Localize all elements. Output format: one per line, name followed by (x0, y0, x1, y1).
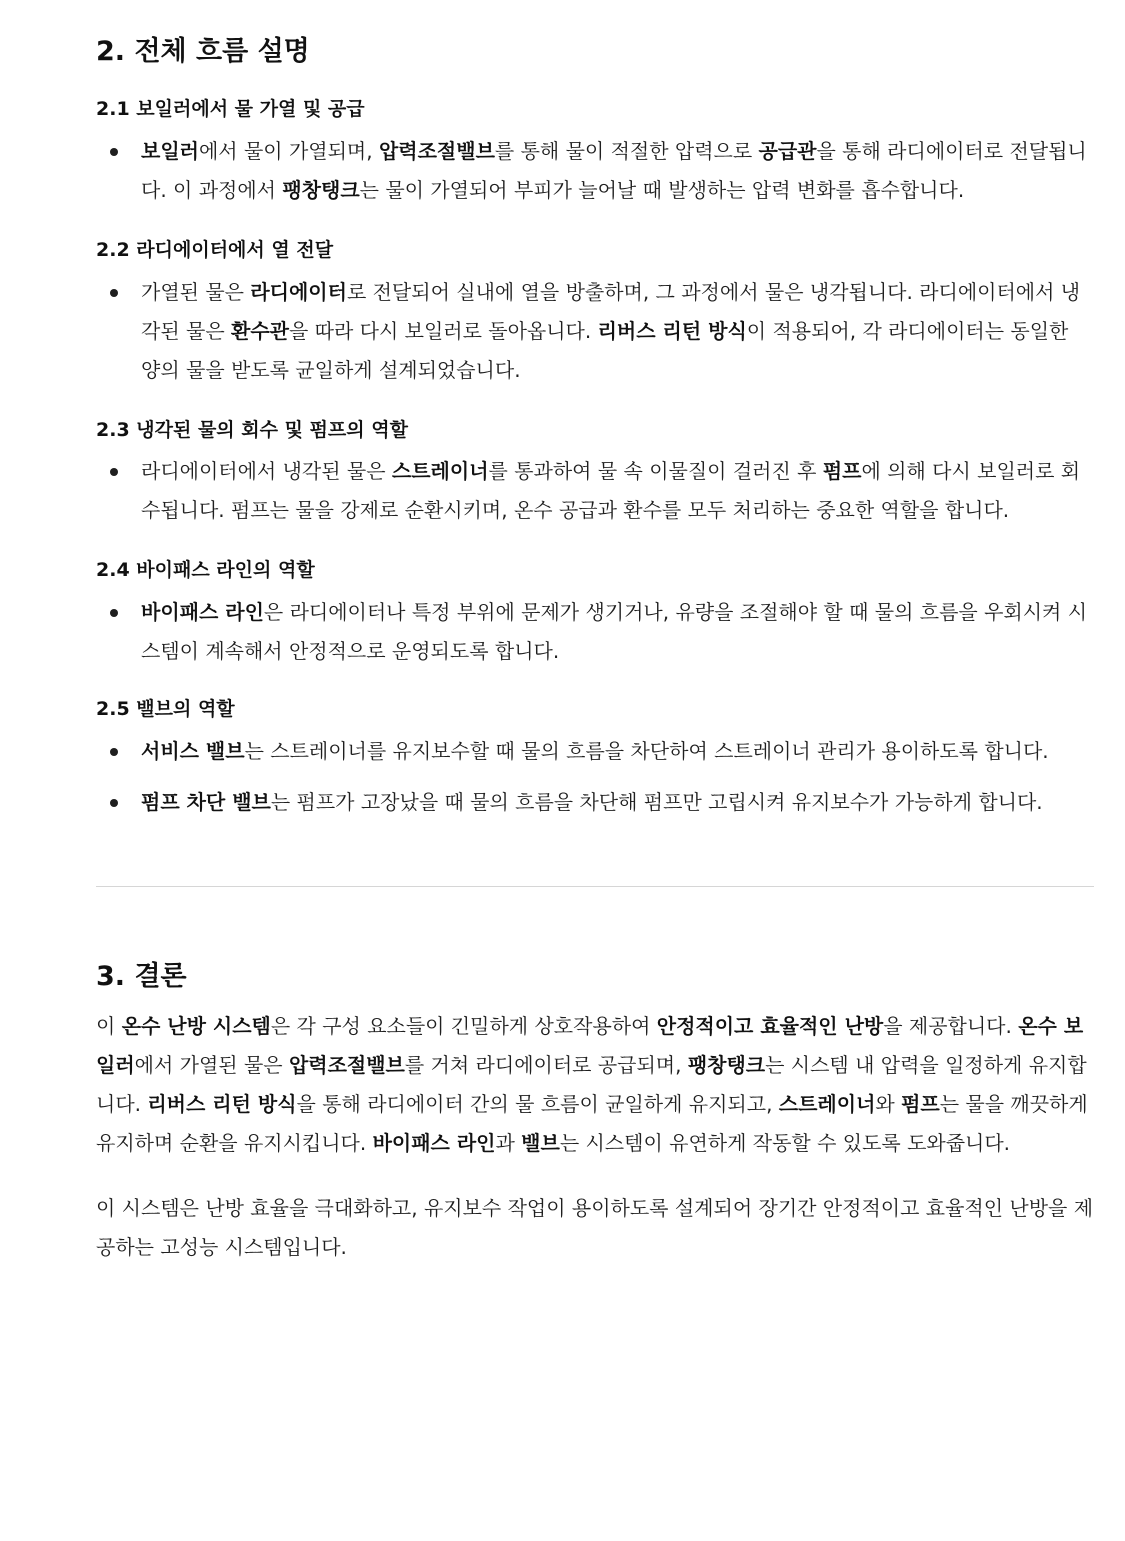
list-item: 보일러에서 물이 가열되며, 압력조절밸브를 통해 물이 적절한 압력으로 공급관을 통해 라디에이터로 전달됩니다. 이 과정에서 팽창탱크는 물이 가열되어 부피가 늘어날 때 발생하는 압력 변화를 흡수합니다. (141, 132, 1094, 210)
list-item: 펌프 차단 밸브는 펌프가 고장났을 때 물의 흐름을 차단해 펌프만 고립시켜 유지보수가 가능하게 합니다. (141, 783, 1094, 822)
subsection-2-3-heading: 2.3 냉각된 물의 회수 및 펌프의 역할 (96, 418, 408, 441)
conclusion-paragraph-1: 이 온수 난방 시스템은 각 구성 요소들이 긴밀하게 상호작용하여 안정적이고 효율적인 난방을 제공합니다. 온수 보일러에서 가열된 물은 압력조절밸브를 거쳐 라디에이터로 공급되며, 팽창탱크는 시스템 내 압력을 일정하게 유지합니다. 리버스 리턴 방식을 통해 라디에이터 간의 물 흐름이 균일하게 유지되고, 스트레이너와 펌프는 물을 깨끗하게 유지하며 순환을 유지시킵니다. 바이패스 라인과 밸브는 시스템이 유연하게 작동할 수 있도록 도와줍니다. (96, 1014, 1088, 1156)
list-item: 라디에이터에서 냉각된 물은 스트레이너를 통과하여 물 속 이물질이 걸러진 후 펌프에 의해 다시 보일러로 회수됩니다. 펌프는 물을 강제로 순환시키며, 온수 공급과 환수를 모두 처리하는 중요한 역할을 합니다. (141, 452, 1094, 530)
section-2-title: 2. 전체 흐름 설명 (96, 36, 310, 67)
section-3-title: 3. 결론 (96, 960, 187, 992)
list-item: 가열된 물은 라디에이터로 전달되어 실내에 열을 방출하며, 그 과정에서 물은 냉각됩니다. 라디에이터에서 냉각된 물은 환수관을 따라 다시 보일러로 돌아옵니다. 리버스 리턴 방식이 적용되어, 각 라디에이터는 동일한 양의 물을 받도록 균일하게 설계되었습니다. (141, 273, 1094, 390)
subsection-2-5-list (96, 732, 1094, 822)
subsection-2-2-heading: 2.2 라디에이터에서 열 전달 (96, 239, 334, 262)
document-body (96, 0, 1094, 1267)
subsection-2-2-list (96, 273, 1094, 390)
subsection-2-4-list (96, 593, 1094, 671)
list-item: 서비스 밸브는 스트레이너를 유지보수할 때 물의 흐름을 차단하여 스트레이너 관리가 용이하도록 합니다. (141, 732, 1094, 771)
subsection-2-1-list (96, 132, 1094, 210)
list-item: 바이패스 라인은 라디에이터나 특정 부위에 문제가 생기거나, 유량을 조절해야 할 때 물의 흐름을 우회시켜 시스템이 계속해서 안정적으로 운영되도록 합니다. (141, 593, 1094, 671)
section-divider (96, 886, 1094, 887)
conclusion-paragraph-2: 이 시스템은 난방 효율을 극대화하고, 유지보수 작업이 용이하도록 설계되어 장기간 안정적이고 효율적인 난방을 제공하는 고성능 시스템입니다. (96, 1196, 1094, 1260)
subsection-2-3-list (96, 452, 1094, 530)
subsection-2-1-heading: 2.1 보일러에서 물 가열 및 공급 (96, 98, 365, 121)
subsection-2-5-heading: 2.5 밸브의 역할 (96, 698, 235, 721)
subsection-2-4-heading: 2.4 바이패스 라인의 역할 (96, 559, 315, 582)
